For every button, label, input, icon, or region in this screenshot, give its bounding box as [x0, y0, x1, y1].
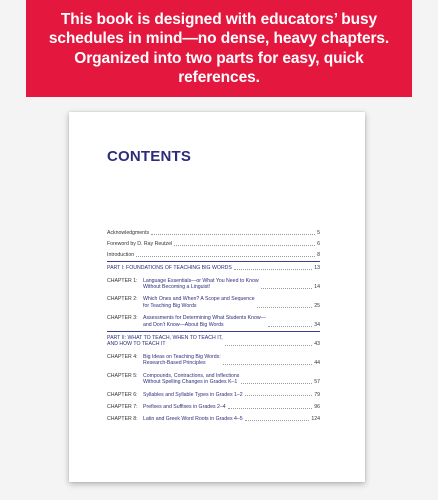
toc-page-number: 6: [317, 240, 320, 247]
toc-entry-label: Acknowledgments: [107, 230, 150, 236]
dot-leader: [241, 383, 312, 384]
toc-entry-label: Foreword by D. Ray Reutzel: [107, 240, 173, 247]
toc-entry-part-2: [107, 335, 320, 348]
dot-leader: [174, 245, 315, 246]
dot-leader: [228, 408, 313, 409]
toc-entry-chapter-2: [107, 296, 320, 309]
toc-page-number: 13: [314, 265, 320, 272]
toc-page-number: 14: [314, 284, 320, 291]
banner-text: This book is designed with educators’ busy schedules in mind—no dense, heavy chapters. Organized into two parts for easy, quick references.: [48, 10, 390, 86]
toc-entry-chapter-4: [107, 354, 320, 367]
toc-entry-introduction: [107, 252, 320, 258]
chapter-title: Big Ideas on Teaching Big Words: Research-Based Principles: [143, 353, 221, 367]
page-title: CONTENTS: [107, 148, 192, 165]
section-divider: [107, 261, 320, 262]
dot-leader: [268, 326, 312, 327]
chapter-title: Which Ones and When? A Scope and Sequence for Teaching Big Words: [143, 296, 255, 309]
dot-leader: [151, 234, 315, 235]
dot-leader: [223, 364, 313, 365]
chapter-title: Prefixes and Suffixes in Grades 2–4: [143, 403, 226, 410]
chapter-title: Latin and Greek Word Roots in Grades 4–5: [143, 416, 243, 423]
dot-leader: [257, 307, 313, 308]
toc-page-number: 96: [314, 403, 320, 410]
toc-page-number: 25: [314, 302, 320, 309]
dot-leader: [225, 345, 313, 346]
toc-entry-chapter-8: [107, 416, 320, 422]
toc-page-number: 79: [314, 391, 320, 398]
toc-page-number: 44: [314, 360, 320, 367]
toc-page-number: 124: [311, 416, 320, 423]
chapter-number: CHAPTER 5:: [107, 372, 138, 379]
chapter-title: Assessments for Determining What Students Know— and Don’t Know—About Big Words: [143, 315, 266, 328]
toc-page-number: 8: [317, 251, 320, 258]
chapter-number: CHAPTER 4:: [107, 353, 138, 360]
toc-entry-chapter-6: [107, 392, 320, 398]
promo-banner: [26, 0, 412, 97]
dot-leader: [245, 420, 310, 421]
chapter-number: CHAPTER 6:: [107, 391, 138, 398]
section-divider: [107, 331, 320, 332]
toc-page-number: 57: [314, 379, 320, 386]
dot-leader: [261, 288, 313, 289]
chapter-number: CHAPTER 2:: [107, 296, 138, 303]
chapter-number: CHAPTER 7:: [107, 403, 138, 410]
toc-part-label: PART II: WHAT TO TEACH, WHEN TO TEACH IT, AND HOW TO TEACH IT: [107, 335, 223, 348]
toc-part-label: PART I: FOUNDATIONS OF TEACHING BIG WORDS: [107, 265, 232, 272]
toc-entry-chapter-7: [107, 404, 320, 410]
chapter-number: CHAPTER 8:: [107, 416, 138, 423]
toc-entry-chapter-3: [107, 315, 320, 328]
chapter-title: Compounds, Contractions, and Inflections Without Spelling Changes in Grades K–1: [143, 372, 240, 386]
chapter-title: Language Essentials—or What You Need to Know Without Becoming a Linguist!: [143, 277, 259, 291]
chapter-number: CHAPTER 1:: [107, 277, 138, 284]
table-of-contents: [107, 230, 320, 423]
toc-entry-label: Introduction: [107, 251, 135, 258]
dot-leader: [234, 269, 312, 270]
toc-page-number: 43: [314, 341, 320, 348]
book-page-preview: [69, 112, 365, 482]
toc-page-number: 34: [314, 321, 320, 328]
toc-entry-chapter-5: [107, 373, 320, 386]
chapter-number: CHAPTER 3:: [107, 315, 138, 322]
toc-page-number: 5: [317, 230, 320, 236]
dot-leader: [245, 395, 313, 396]
dot-leader: [136, 256, 315, 257]
toc-entry-chapter-1: [107, 278, 320, 291]
chapter-title: Syllables and Syllable Types in Grades 1–2: [143, 391, 243, 398]
